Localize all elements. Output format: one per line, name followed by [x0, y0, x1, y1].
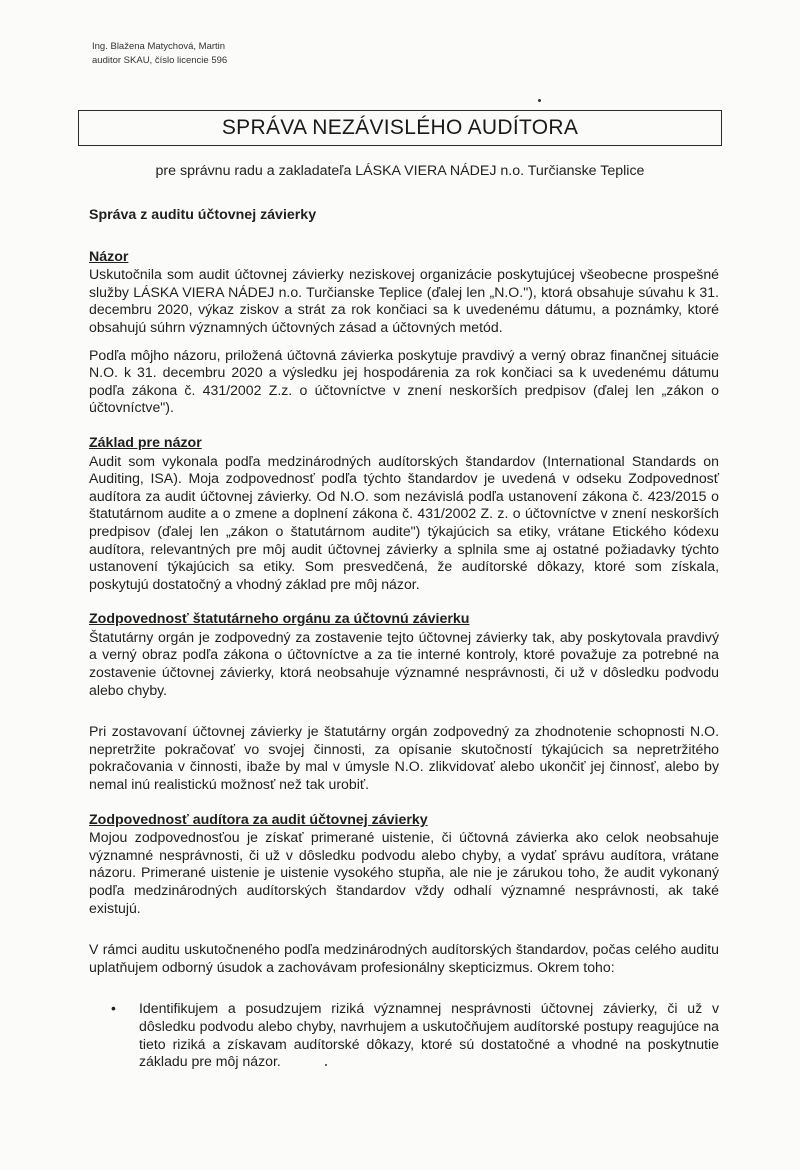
paragraph: Štatutárny orgán je zodpovedný za zostavenie tejto účtovnej závierky tak, aby poskytovala pravdivý a verný obraz podľa zákona o účtovníctve a za tie interné kontroly, ktoré považuje za potrebné na zostavenie účtovnej závierky, ktorá neobsahuje významné nesprávnosti, či už v dôsledku podvodu alebo chyby. — [89, 628, 719, 698]
paragraph: Podľa môjho názoru, priložená účtovná závierka poskytuje pravdivý a verný obraz finančnej situácie N.O. k 31. decembru 2020 a výsledku jej hospodárenia za rok končiaci sa k uvedenému dátumu podľa zákona č. 431/2002 Z.z. o účtovníctve v znení neskorších predpisov (ďalej len „zákon o účtovníctve"). — [89, 346, 719, 416]
heading-auditor: Zodpovednosť audítora za audit účtovnej závierky — [89, 811, 428, 828]
paragraph: Mojou zodpovednosťou je získať primerané uistenie, či účtovná závierka ako celok neobsahuje významné nesprávnosti, či už v dôsledku podvodu alebo chyby, a vydať správu audítora, vrátane názoru. Primerané uistenie je uistenie vysokého stupňa, ale nie je zárukou toho, že audit vykonaný podľa medzinárodných audítorských štandardov vždy odhalí významné nesprávnosti, ak také existujú. — [89, 829, 719, 916]
bullet-icon: • — [111, 1000, 116, 1017]
paragraph: Audit som vykonala podľa medzinárodných audítorských štandardov (International Standards on Auditing, ISA). Moja zodpovednosť podľa týchto štandardov je uvedená v odseku Zodpovednosť audítora za audit účtovnej závierky. Od N.O. som nezávislá podľa ustanovení zákona č. 423/2015 o štatutárnom audite a o zmene a doplnení zákona č. 431/2002 Z. z. o účtovníctve v znení neskorších predpisov (ďalej len „zákon o štatutárnom audite") týkajúcich sa etiky, vrátane Etického kódexu audítora, relevantných pre môj audit účtovnej závierky a splnila sme aj ostatné požiadavky týchto ustanovení týkajúcich sa etiky. Som presvedčená, že audítorské dôkazy, ktoré som získala, poskytujú dostatočný a vhodný základ pre môj názor. — [89, 452, 719, 592]
report-body — [89, 207, 719, 1071]
heading-nazor: Názor — [89, 248, 129, 265]
auditor-header — [92, 40, 227, 68]
list-item-text: Identifikujem a posudzujem riziká významnej nesprávnosti účtovnej závierky, či už v dôsledku podvodu alebo chyby, navrhujem a uskutočňujem audítorské postupy reagujúce na tieto riziká a získavam audítorské dôkazy, ktoré sú dostatočné a vhodné na poskytnutie základu pre môj názor. — [139, 1000, 719, 1070]
auditor-name-line: Ing. Blažena Matychová, Martin — [92, 41, 226, 52]
heading-statutarny: Zodpovednosť štatutárneho orgánu za účtovnú závierku — [89, 611, 470, 628]
paragraph: Uskutočnila som audit účtovnej závierky neziskovej organizácie poskytujúcej všeobecne prospešné služby LÁSKA VIERA NÁDEJ n.o. Turčianske Teplice (ďalej len „N.O."), ktorá obsahuje súvahu k 31. decembru 2020, výkaz ziskov a strát za rok končiaci sa k uvedenému dátumu, a poznámky, ktoré obsahujú súhrn významných účtovných zásad a účtovných metód. — [89, 266, 719, 335]
section-title: Správa z auditu účtovnej závierky — [89, 207, 317, 223]
title-box — [78, 110, 722, 146]
page-subtitle: pre správnu radu a zakladateľa LÁSKA VIERA NÁDEJ n.o. Turčianske Teplice — [155, 163, 645, 179]
paragraph: V rámci auditu uskutočneného podľa medzinárodných audítorských štandardov, počas celého auditu uplatňujem odborný úsudok a zachovávam profesionálny skepticizmus. Okrem toho: — [89, 941, 719, 975]
auditor-license-line: auditor SKAU, číslo licencie 596 — [92, 55, 228, 66]
list-item — [111, 1000, 719, 1070]
paragraph: Pri zostavovaní účtovnej závierky je štatutárny orgán zodpovedný za zhodnotenie schopnosti N.O. nepretržite pokračovať vo svojej činnosti, za opísanie skutočností týkajúcich sa nepretržitého pokračovania v činnosti, ibaže by mal v úmysle N.O. zlikvidovať alebo ukončiť jej činnosť, alebo by nemal inú realistickú možnosť než tak urobiť. — [89, 723, 719, 793]
heading-zaklad: Základ pre názor — [89, 434, 202, 451]
scan-speck — [325, 1064, 327, 1066]
scan-speck — [538, 99, 541, 102]
page-title: SPRÁVA NEZÁVISLÉHO AUDÍTORA — [221, 116, 579, 139]
